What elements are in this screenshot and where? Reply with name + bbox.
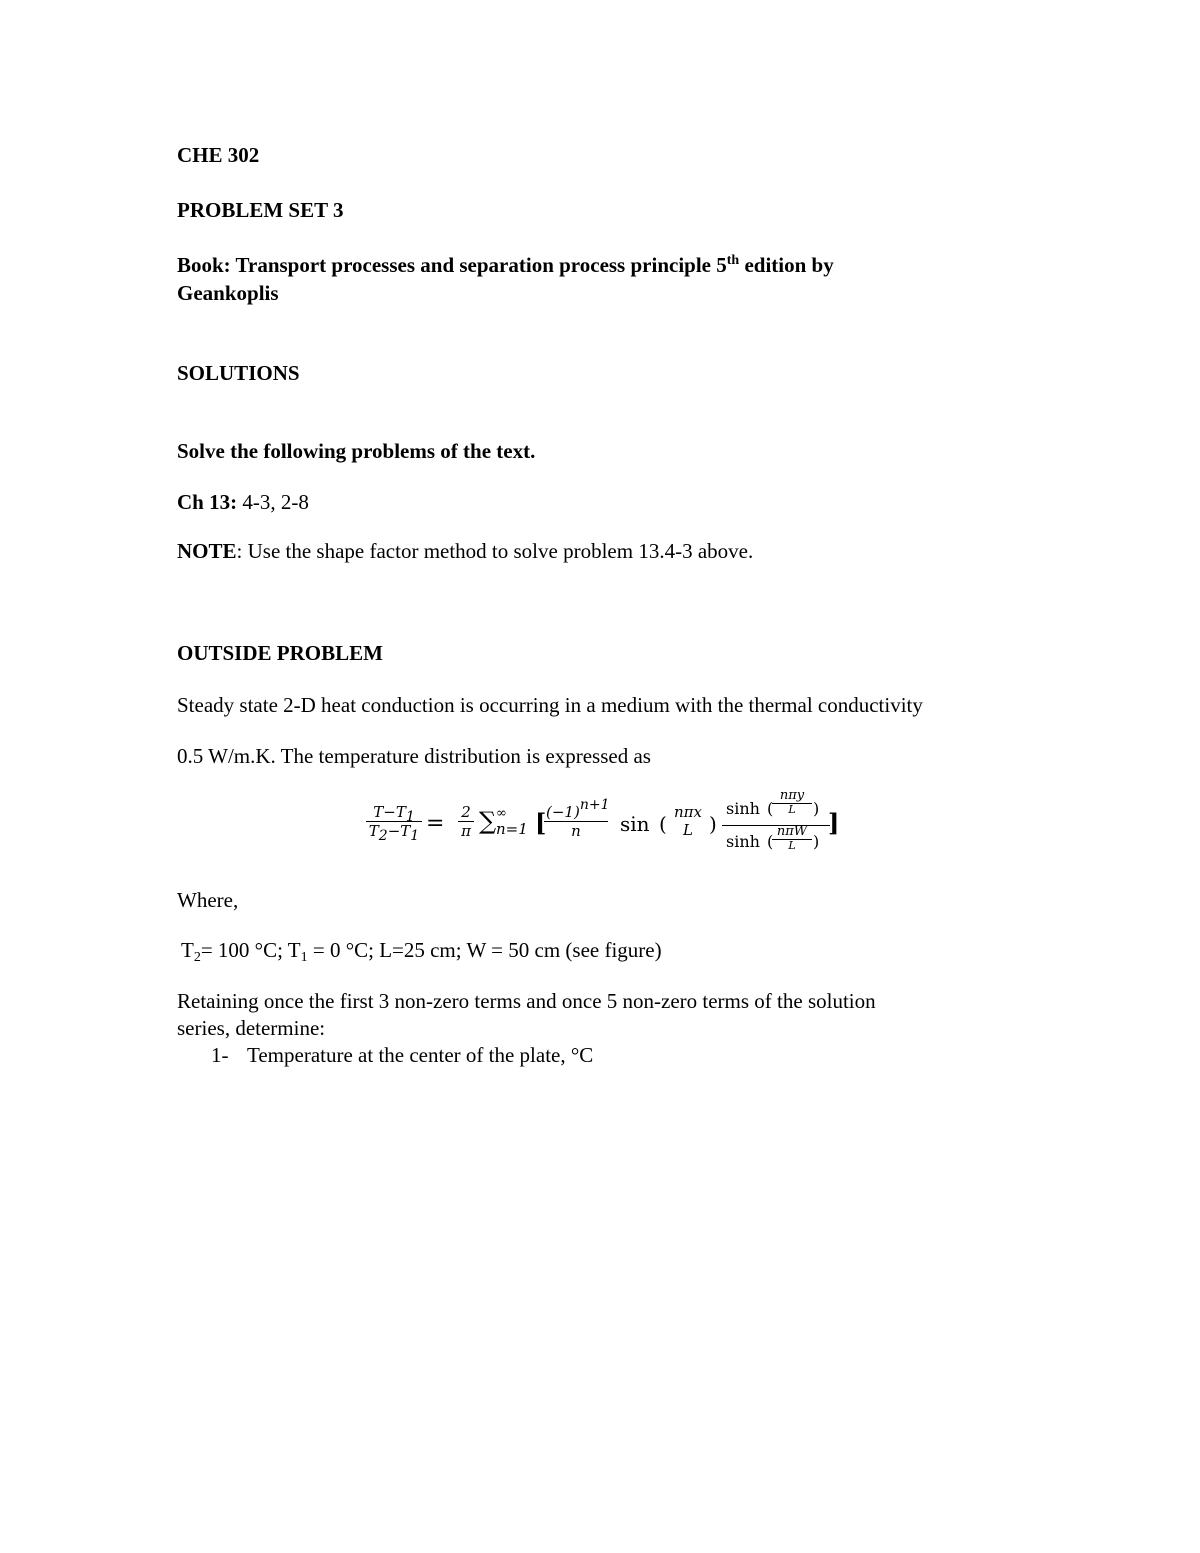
coefficient-numerator: 2: [461, 803, 471, 821]
outside-heading: OUTSIDE PROBLEM: [177, 641, 383, 665]
book-sup: th: [726, 253, 740, 268]
outside-line-2: 0.5 W/m.K. The temperature distribution is expressed as: [177, 744, 651, 768]
list-item: [211, 1042, 594, 1068]
solutions-heading: SOLUTIONS: [177, 361, 300, 385]
book-line: [177, 252, 834, 278]
sin-function: sin: [620, 812, 650, 836]
term-numerator: $(-1)^{n+1}$: [546, 797, 610, 821]
sigma-symbol: ∑: [479, 807, 497, 835]
parameters-line: $T_2= 100$ °C; $T_1 = 0$ °C; L=25 cm; W = 50 cm (see figure): [181, 938, 662, 965]
sigma-lower-limit: n=1: [496, 820, 528, 838]
retain-line-2: series, determine:: [177, 1016, 326, 1040]
lhs-fraction: [366, 803, 422, 844]
retain-line-1: Retaining once the first 3 non-zero terms and once 5 non-zero terms of the solution: [177, 989, 876, 1013]
equals-sign: =: [426, 811, 445, 836]
book-prefix: Book: Transport processes and separation process principle 5: [177, 253, 727, 277]
note-text: : Use the shape factor method to solve problem 13.4-3 above.: [236, 539, 754, 563]
sinh-denominator: sinh ( nπW L ): [726, 824, 820, 852]
list-text: Temperature at the center of the plate, °C: [247, 1043, 594, 1067]
problem-set-title: PROBLEM SET 3: [177, 198, 344, 222]
coefficient-fraction: [458, 803, 474, 840]
sinh-ratio: [722, 789, 830, 862]
open-bracket: [: [535, 808, 547, 837]
temperature-equation: [360, 783, 840, 865]
lhs-denominator: $T_2-T_1$: [366, 821, 422, 840]
sin-argument-numerator: nπx: [674, 803, 702, 821]
note-label: NOTE: [177, 539, 237, 563]
chapter-line: [177, 489, 309, 515]
instruction-line: Solve the following problems of the text.: [177, 439, 536, 463]
note-line: [177, 538, 753, 564]
sin-close-paren: ): [709, 812, 717, 836]
sin-argument: [667, 803, 709, 839]
where-line: Where,: [177, 888, 239, 912]
coefficient-denominator: π: [458, 821, 474, 840]
list-marker: 1-: [211, 1043, 229, 1067]
course-title: CHE 302: [177, 143, 260, 167]
lhs-numerator: $T-T_1$: [373, 803, 415, 825]
sin-open-paren: (: [659, 812, 667, 836]
term-fraction: [544, 797, 610, 840]
sigma-upper-limit: ∞: [496, 806, 507, 821]
sin-argument-denominator: L: [683, 821, 693, 839]
close-bracket: ]: [828, 808, 840, 837]
chapter-label: Ch 13:: [177, 490, 238, 514]
book-author: Geankoplis: [177, 281, 279, 305]
chapter-problems: 4-3, 2-8: [237, 490, 309, 514]
term-denominator: n: [571, 822, 581, 840]
book-suffix: edition by: [739, 253, 834, 277]
outside-line-1: Steady state 2-D heat conduction is occurring in a medium with the thermal conductivity: [177, 693, 923, 717]
sinh-numerator: sinh ( nπy L ): [722, 789, 830, 826]
